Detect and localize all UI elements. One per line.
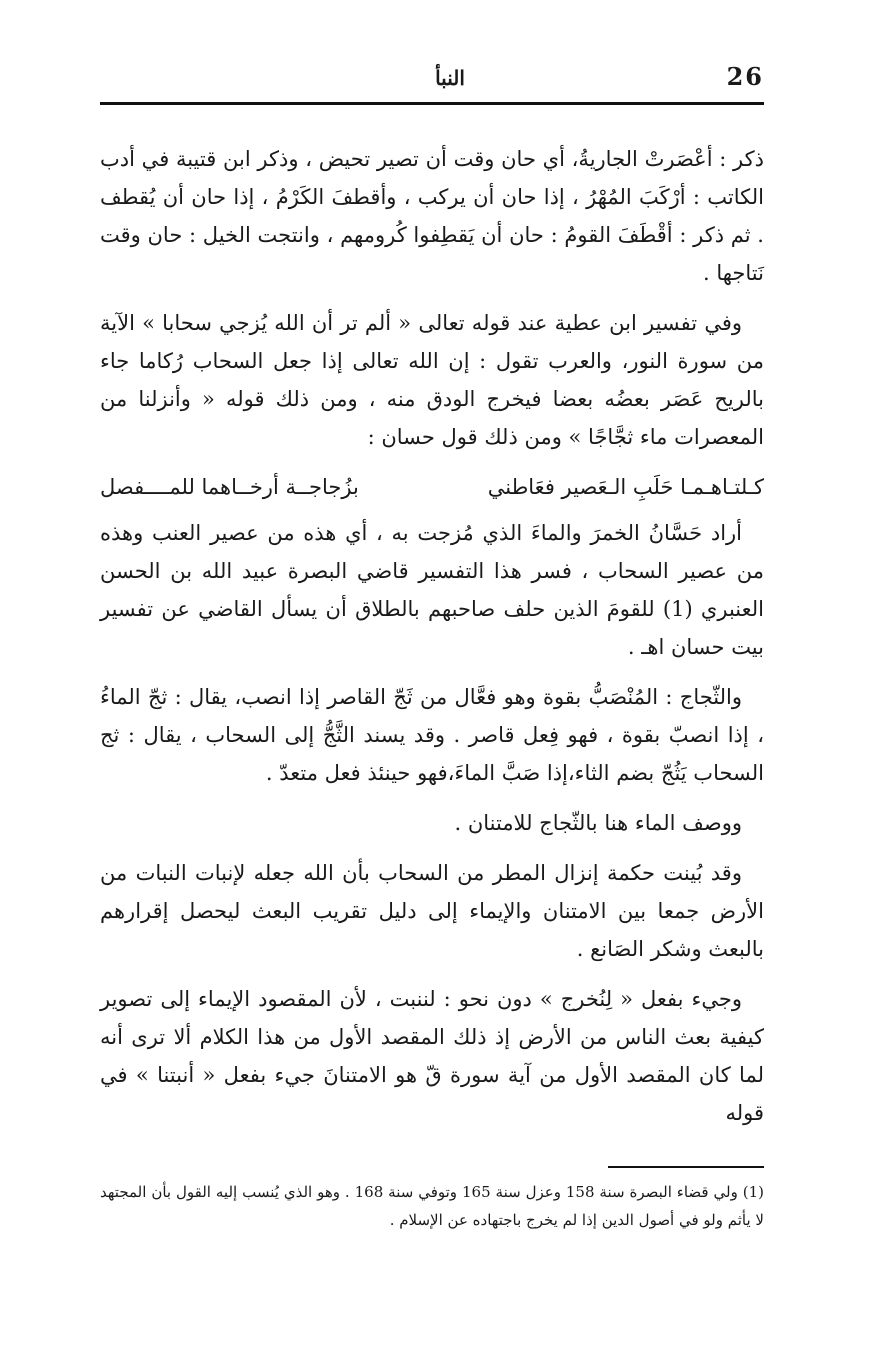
paragraph: ذكر : أعْصَرتْ الجاريةُ، أي حان وقت أن تصير تحيض ، وذكر ابن قتيبة في أدب الكاتب : أرْكَبَ المُهْرُ ، إذا حان أن يركب ، وأقطفَ الكَرْمُ ، إذا حان أن يُقطف . ثم ذكر : أقْطَفَ القومُ : حان أن يَقطِفوا كُرومهم ، وانتجت الخيل : حان وقت نَتاجها . xyxy=(100,147,764,285)
paragraph: وقد بُينت حكمة إنزال المطر من السحاب بأن الله جعله لإنبات النبات من الأرض جمعا بين الامتنان والإيماء إلى دليل تقريب البعث ليحصل إقرارهم بالبعث وشكر الصَانع . xyxy=(100,861,764,961)
verse-first-hemistich: كـلتـاهـمـا حَلَبِ الـعَصير فعَاطني xyxy=(487,475,764,499)
paragraph: أراد حَسَّانُ الخمرَ والماءَ الذي مُزجت به ، أي هذه من عصير العنب وهذه من عصير السحاب ، فسر هذا التفسير قاضي البصرة عبيد الله بن الحسن العنبري (1) للقومَ الذين حلف صاحبهم بالطلاق أن يسأل القاضي عن تفسير بيت حسان اهـ . xyxy=(100,521,764,659)
paragraph: وفي تفسير ابن عطية عند قوله تعالى « ألم تر أن الله يُزجي سحابا » الآية من سورة النور، والعرب تقول : إن الله تعالى إذا جعل السحاب رُكاما جاء بالريح عَصَر بعضُه بعضا فيخرج الودق منه ، ومن ذلك قوله « وأنزلنا من المعصرات ماء ثجَّاجًا » ومن ذلك قول حسان : xyxy=(100,311,764,449)
poetry-verse xyxy=(100,468,764,506)
footnote-rule xyxy=(608,1166,764,1168)
verse-second-hemistich: بزُجاجــة أرخــاهما للمــــفصل xyxy=(100,475,359,499)
running-title: النبأ xyxy=(435,66,465,90)
footnotes xyxy=(100,1178,764,1234)
paragraph: ووصف الماء هنا بالثّجاج للامتنان . xyxy=(454,811,742,835)
page-number: 26 xyxy=(726,62,764,91)
main-text xyxy=(100,140,764,1144)
paragraph: والثّجاج : المُنْصَبُّ بقوة وهو فعَّال من ثَجّ القاصر إذا انصب، يقال : ثجّ الماءُ ، إذا انصبّ بقوة ، فهو فِعل قاصر . وقد يسند الثَّجُّ إلى السحاب ، يقال : ثج السحاب يَثُجّ بضم الثاء،إذا صَبَّ الماءَ،فهو حينئذ فعل متعدّ . xyxy=(100,685,764,785)
footnote: (1) ولي قضاء البصرة سنة 158 وعزل سنة 165 وتوفي سنة 168 . وهو الذي يُنسب إليه القول بأن المجتهد لا يأثم ولو في أصول الدين إذا لم يخرج باجتهاده عن الإسلام . xyxy=(100,1183,765,1229)
paragraph: وجيء بفعل « لِنُخرج » دون نحو : لننبت ، لأن المقصود الإيماء إلى تصوير كيفية بعث الناس من الأرض إذ ذلك المقصد الأول من هذا الكلام ألا ترى أنه لما كان المقصد الأول من آية سورة قّ هو الامتنانَ جيء بفعل « أنبتنا » في قوله xyxy=(100,987,764,1125)
header-rule xyxy=(100,102,764,105)
page-header xyxy=(100,58,764,102)
